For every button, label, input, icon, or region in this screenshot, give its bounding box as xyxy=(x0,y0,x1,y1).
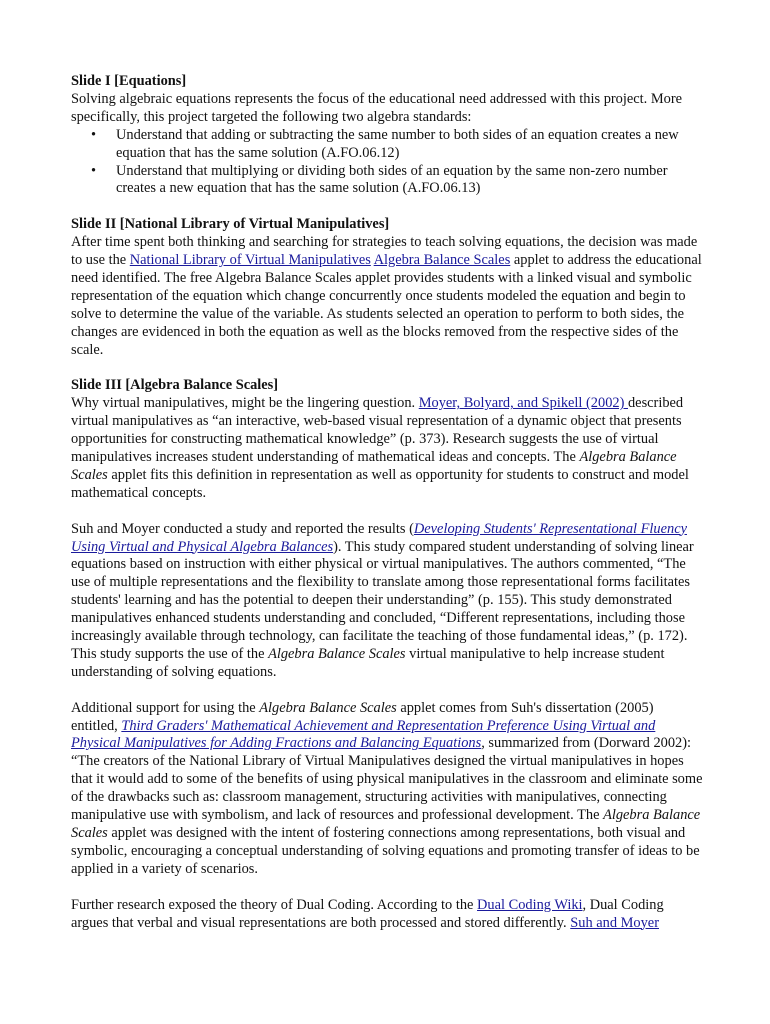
standards-list xyxy=(71,127,703,199)
dissertation-paragraph: Additional support for using the Algebra Balance Scales applet comes from Suh's dissertation (2005) entitled, Third Graders' Mathematical Achievement and Representation Preference Using Virtual and Physical Manipulatives for Adding Fractions and Balancing Equations, summarized from (Dorward 2002): “The creators of the National Library of Virtual Manipulatives designed the virtual manipulatives in hopes that it would add to some of the benefits of using physical manipulatives in the classroom and eliminate some of the drawbacks such as: classroom management, structuring activities with manipulatives, connecting manipulative use with symbolism, and lack of resources and professional development. The Algebra Balance Scales applet was designed with the intent of fostering connections among representations, both visual and symbolic, encouraging a conceptual understanding of solving equations and promoting transfer of ideas to be applied in a variety of scenarios. xyxy=(71,699,703,877)
list-item: • Understand that multiplying or dividing both sides of an equation by the same non-zero number creates a new equation that has the same solution (A.FO.06.13) xyxy=(91,162,668,197)
suh-moyer-paragraph: Suh and Moyer conducted a study and reported the results (Developing Students' Representational Fluency Using Virtual and Physical Algebra Balances). This study compared student understanding of solving linear equations based on instruction with either physical or virtual manipulatives. The authors commented, “The use of multiple representations and the flexibility to translate among those representational forms facilitates students' learning and has the potential to deepen their understanding” (p. 155). This study demonstrated manipulatives enhanced students understanding and concluded, “Different representations, including those increasingly available through technology, can facilitate the teaching of those fundamental ideas,” (p. 172). This study supports the use of the Algebra Balance Scales virtual manipulative to help increase student understanding of solving equations. xyxy=(71,520,694,680)
slide-3-heading: Slide III [Algebra Balance Scales] xyxy=(71,377,279,394)
slide-1-heading: Slide I [Equations] xyxy=(71,73,187,89)
slide-2-heading: Slide II [National Library of Virtual Manipulatives] xyxy=(71,216,390,233)
dual-coding-paragraph: Further research exposed the theory of Dual Coding. According to the Dual Coding Wiki, Dual Coding argues that verbal and visual representations are both processed and stored differently. Suh and Moyer xyxy=(71,896,664,931)
moyer-bolyard-spikell-link[interactable]: Moyer, Bolyard, and Spikell (2002) xyxy=(418,395,628,412)
document-page xyxy=(71,73,703,932)
section-slide-2 xyxy=(71,216,703,359)
section-slide-3 xyxy=(71,377,703,502)
slide-3-paragraph: Why virtual manipulatives, might be the lingering question. Moyer, Bolyard, and Spikell (2002) described virtual manipulatives as “an interactive, web-based visual representation of a dynamic object that presents opportunities for constructing mathematical knowledge” (p. 373). Research suggests the use of virtual manipulatives increases student understanding of mathematical ideas and concepts. The Algebra Balance Scales applet fits this definition in representation as well as opportunity for students to construct and model mathematical concepts. xyxy=(71,395,689,501)
suh-and-moyer-link[interactable]: Suh and Moyer xyxy=(570,914,659,931)
third-graders-link[interactable]: Third Graders' Mathematical Achievement and Representation Preference Using Virtual and Physical Manipulatives for Adding Fractions and Balancing Equations xyxy=(71,717,656,752)
algebra-balance-scales-link[interactable]: Algebra Balance Scales xyxy=(373,252,511,269)
developing-students-link[interactable]: Developing Students' Representational Fluency Using Virtual and Physical Algebra Balances xyxy=(71,520,687,555)
list-item: • Understand that adding or subtracting the same number to both sides of an equation creates a new equation that has the same solution (A.FO.06.12) xyxy=(91,126,679,161)
slide-2-paragraph: After time spent both thinking and searching for strategies to teach solving equations, the decision was made to use the National Library of Virtual Manipulatives Algebra Balance Scales applet to address the educational need identified. The free Algebra Balance Scales applet provides students with a linked visual and symbolic representation of the equation which change concurrently once students modeled the equation and begin to solve to determine the value of the variable. As students selected an operation to perform to both sides, the changes are evidenced in both the equation as well as the blocks removed from the respective sides of the scale. xyxy=(71,234,702,358)
dual-coding-wiki-link[interactable]: Dual Coding Wiki xyxy=(477,896,583,913)
section-slide-1 xyxy=(71,73,703,198)
bullet-icon: • xyxy=(91,126,97,143)
bullet-icon: • xyxy=(91,162,97,179)
nlvm-link[interactable]: National Library of Virtual Manipulatives xyxy=(129,252,371,269)
slide-1-paragraph: Solving algebraic equations represents the focus of the educational need addressed with this project. More specifically, this project targeted the following two algebra standards: xyxy=(71,90,683,125)
